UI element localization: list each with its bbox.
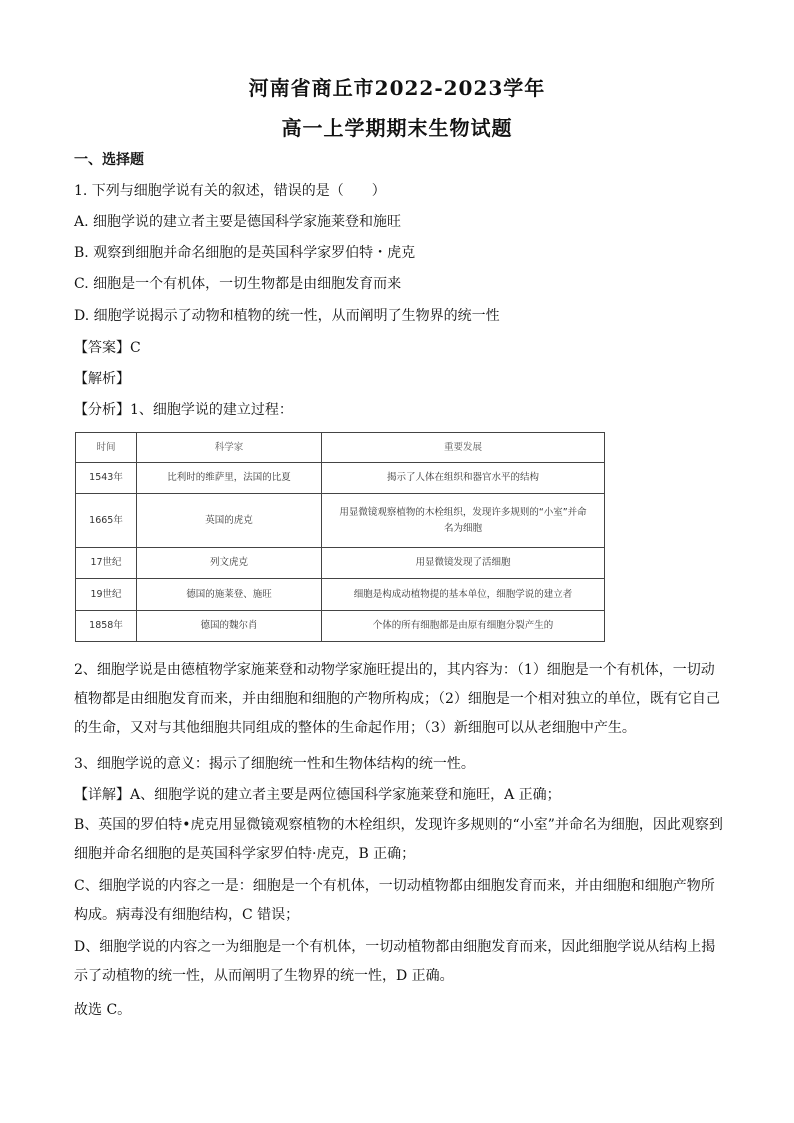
paragraph-detail-d: D、细胞学说的内容之一为细胞是一个有机体，一切动植物都由细胞发育而来，因此细胞学说从结构上揭示了动植物的统一性，从而阐明了生物界的统一性，D 正确。 [74,939,716,984]
table-header-scientist: 科学家 [137,433,322,463]
option-b: B. 观察到细胞并命名细胞的是英国科学家罗伯特・虎克 [74,245,416,261]
paragraph-detail-a: 【详解】A、细胞学说的建立者主要是两位德国科学家施莱登和施旺，A 正确； [74,787,561,803]
table-cell: 19世纪 [76,579,137,611]
paragraph-detail-b: B、英国的罗伯特•虎克用显微镜观察植物的木栓组织，发现许多规则的“小室”并命名为细胞，因此观察到细胞并命名细胞的是英国科学家罗伯特·虎克，B 正确； [74,817,723,862]
table-cell: 1858年 [76,611,137,642]
option-c: C. 细胞是一个有机体，一切生物都是由细胞发育而来 [74,276,402,292]
table-cell: 用显微镜观察植物的木栓组织，发现许多规则的“小室”并命名为细胞 [322,494,605,548]
table-header-time: 时间 [76,433,137,463]
analysis-label: 【解析】 [74,371,130,387]
table-cell: 用显微镜发现了活细胞 [322,548,605,579]
document-title-line1: 河南省商丘市2022-2023学年 [248,76,546,100]
table-cell: 1543年 [76,463,137,494]
paragraph-detail-c: C、细胞学说的内容之一是：细胞是一个有机体，一切动植物都由细胞发育而来，并由细胞和细胞产物所构成。病毒没有细胞结构，C 错误； [74,878,715,923]
section-heading: 一、选择题 [74,152,144,168]
analysis-intro: 【分析】1、细胞学说的建立过程： [74,402,293,418]
paragraph-cell-theory-significance: 3、细胞学说的意义：揭示了细胞统一性和生物体结构的统一性。 [74,756,475,772]
table-row [76,579,605,611]
table-cell: 英国的虎克 [137,494,322,548]
table-cell: 个体的所有细胞都是由原有细胞分裂产生的 [322,611,605,642]
question-stem: 1. 下列与细胞学说有关的叙述，错误的是（ ） [74,183,386,199]
table-cell: 列文虎克 [137,548,322,579]
option-d: D. 细胞学说揭示了动物和植物的统一性，从而阐明了生物界的统一性 [74,308,500,324]
option-a: A. 细胞学说的建立者主要是德国科学家施莱登和施旺 [74,214,402,230]
document-title-line2: 高一上学期期末生物试题 [281,116,513,140]
table-row [76,548,605,579]
table-header-development: 重要发展 [322,433,605,463]
table-row [76,463,605,494]
table-cell: 德国的魏尔肖 [137,611,322,642]
cell-theory-history-table [75,432,605,642]
table-cell: 1665年 [76,494,137,548]
table-cell: 德国的施莱登、施旺 [137,579,322,611]
table-cell: 比利时的维萨里，法国的比夏 [137,463,322,494]
table-row [76,611,605,642]
table-cell: 17世纪 [76,548,137,579]
table-row [76,494,605,548]
table-cell: 揭示了人体在组织和器官水平的结构 [322,463,605,494]
paragraph-conclusion: 故选 C。 [74,1002,132,1018]
answer-line: 【答案】C [74,340,141,356]
paragraph-cell-theory-content: 2、细胞学说是由德植物学家施莱登和动物学家施旺提出的，其内容为：（1）细胞是一个有机体，一切动植物都是由细胞发育而来，并由细胞和细胞的产物所构成；（2）细胞是一个相对独立的单位，既有它自己的生命，又对与其他细胞共同组成的整体的生命起作用；（3）新细胞可以从老细胞中产生。 [74,662,720,736]
table-cell: 细胞是构成动植物提的基本单位，细胞学说的建立者 [322,579,605,611]
